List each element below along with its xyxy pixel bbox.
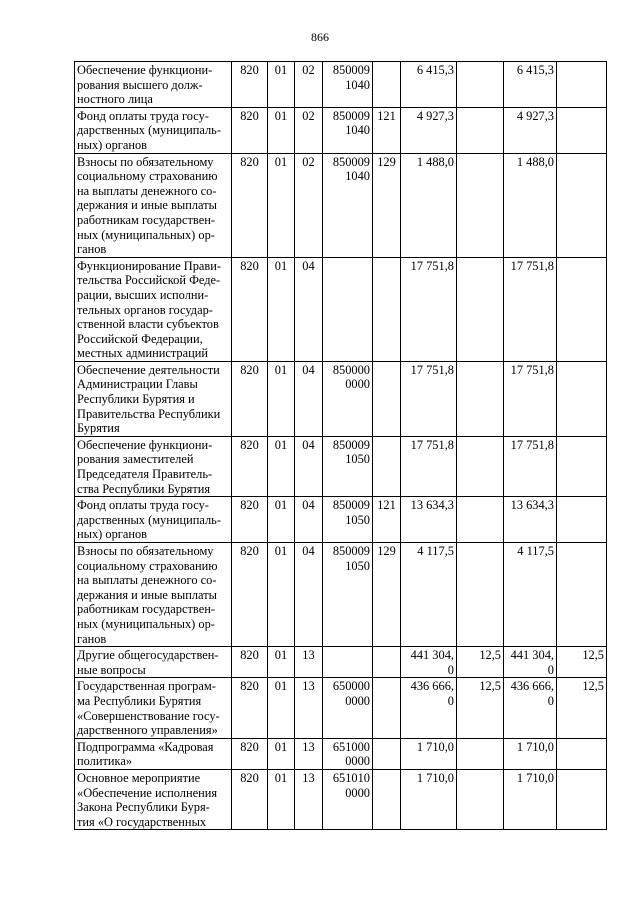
amount-total-2-cell: 17 751,8 (504, 436, 557, 496)
item-name-cell: Подпрограмма «Кадровая политика» (75, 738, 232, 769)
section-code-cell: 01 (268, 107, 295, 153)
expense-type-code-cell (373, 738, 401, 769)
amount-total-2-cell: 436 666, 0 (504, 678, 557, 738)
table-row (75, 257, 607, 361)
amount-federal-2-cell: 12,5 (557, 678, 607, 738)
ministry-code-cell: 820 (232, 769, 268, 829)
amount-total-cell: 17 751,8 (401, 436, 457, 496)
amount-total-2-cell: 17 751,8 (504, 361, 557, 436)
amount-federal-cell (457, 153, 504, 257)
table-row (75, 678, 607, 738)
item-name-cell: Взносы по обязательному социальному страхованию на выплаты денежного со- держания и иные выплаты работникам государствен- ных (муниципальных) ор- ганов (75, 543, 232, 647)
amount-total-cell: 1 710,0 (401, 738, 457, 769)
table-row (75, 647, 607, 678)
amount-total-2-cell: 1 710,0 (504, 769, 557, 829)
subsection-code-cell: 13 (295, 647, 323, 678)
expense-type-code-cell: 121 (373, 107, 401, 153)
ministry-code-cell: 820 (232, 647, 268, 678)
target-article-code-cell: 850009 1050 (323, 497, 373, 543)
item-name-cell: Государственная програм- ма Республики Бурятия «Совершенствование госу- дарственного управления» (75, 678, 232, 738)
amount-federal-2-cell (557, 436, 607, 496)
target-article-code-cell: 850009 1040 (323, 62, 373, 108)
amount-federal-cell (457, 107, 504, 153)
target-article-code-cell: 651010 0000 (323, 769, 373, 829)
table-row (75, 62, 607, 108)
amount-federal-2-cell (557, 257, 607, 361)
amount-total-2-cell: 1 488,0 (504, 153, 557, 257)
amount-federal-cell: 12,5 (457, 647, 504, 678)
section-code-cell: 01 (268, 769, 295, 829)
section-code-cell: 01 (268, 678, 295, 738)
subsection-code-cell: 04 (295, 543, 323, 647)
section-code-cell: 01 (268, 62, 295, 108)
target-article-code-cell: 650000 0000 (323, 678, 373, 738)
expense-type-code-cell: 121 (373, 497, 401, 543)
subsection-code-cell: 04 (295, 257, 323, 361)
amount-total-cell: 4 927,3 (401, 107, 457, 153)
amount-total-cell: 13 634,3 (401, 497, 457, 543)
target-article-code-cell: 850009 1040 (323, 107, 373, 153)
subsection-code-cell: 13 (295, 738, 323, 769)
subsection-code-cell: 04 (295, 497, 323, 543)
subsection-code-cell: 13 (295, 769, 323, 829)
section-code-cell: 01 (268, 436, 295, 496)
table-row (75, 153, 607, 257)
amount-total-cell: 1 710,0 (401, 769, 457, 829)
table-row (75, 769, 607, 829)
target-article-code-cell: 850000 0000 (323, 361, 373, 436)
amount-total-2-cell: 4 117,5 (504, 543, 557, 647)
section-code-cell: 01 (268, 543, 295, 647)
expense-type-code-cell (373, 769, 401, 829)
item-name-cell: Обеспечение деятельности Администрации Главы Республики Бурятия и Правительства Республики Бурятия (75, 361, 232, 436)
amount-federal-2-cell (557, 62, 607, 108)
item-name-cell: Обеспечение функциони- рования высшего долж- ностного лица (75, 62, 232, 108)
subsection-code-cell: 02 (295, 107, 323, 153)
target-article-code-cell (323, 647, 373, 678)
amount-total-2-cell: 17 751,8 (504, 257, 557, 361)
amount-total-2-cell: 1 710,0 (504, 738, 557, 769)
amount-total-2-cell: 13 634,3 (504, 497, 557, 543)
item-name-cell: Основное мероприятие «Обеспечение исполнения Закона Республики Буря- тия «О государственных (75, 769, 232, 829)
amount-federal-cell (457, 62, 504, 108)
expense-type-code-cell (373, 62, 401, 108)
amount-total-2-cell: 6 415,3 (504, 62, 557, 108)
subsection-code-cell: 13 (295, 678, 323, 738)
ministry-code-cell: 820 (232, 543, 268, 647)
subsection-code-cell: 04 (295, 361, 323, 436)
amount-total-cell: 17 751,8 (401, 361, 457, 436)
amount-total-cell: 436 666, 0 (401, 678, 457, 738)
table-row (75, 436, 607, 496)
expense-type-code-cell (373, 678, 401, 738)
amount-federal-2-cell (557, 543, 607, 647)
section-code-cell: 01 (268, 497, 295, 543)
expense-type-code-cell (373, 647, 401, 678)
ministry-code-cell: 820 (232, 738, 268, 769)
amount-total-cell: 1 488,0 (401, 153, 457, 257)
amount-federal-2-cell (557, 769, 607, 829)
ministry-code-cell: 820 (232, 678, 268, 738)
subsection-code-cell: 02 (295, 153, 323, 257)
amount-total-cell: 6 415,3 (401, 62, 457, 108)
target-article-code-cell: 850009 1050 (323, 543, 373, 647)
section-code-cell: 01 (268, 647, 295, 678)
amount-federal-2-cell: 12,5 (557, 647, 607, 678)
expense-type-code-cell: 129 (373, 543, 401, 647)
ministry-code-cell: 820 (232, 62, 268, 108)
amount-federal-cell (457, 436, 504, 496)
target-article-code-cell (323, 257, 373, 361)
amount-federal-2-cell (557, 153, 607, 257)
amount-total-cell: 4 117,5 (401, 543, 457, 647)
item-name-cell: Фонд оплаты труда госу- дарственных (муниципаль- ных) органов (75, 107, 232, 153)
target-article-code-cell: 850009 1040 (323, 153, 373, 257)
expense-type-code-cell: 129 (373, 153, 401, 257)
amount-federal-cell (457, 257, 504, 361)
amount-total-cell: 17 751,8 (401, 257, 457, 361)
ministry-code-cell: 820 (232, 153, 268, 257)
section-code-cell: 01 (268, 738, 295, 769)
subsection-code-cell: 02 (295, 62, 323, 108)
page-number: 866 (311, 30, 329, 44)
section-code-cell: 01 (268, 153, 295, 257)
subsection-code-cell: 04 (295, 436, 323, 496)
table-row (75, 361, 607, 436)
ministry-code-cell: 820 (232, 107, 268, 153)
section-code-cell: 01 (268, 361, 295, 436)
table-row (75, 543, 607, 647)
amount-federal-2-cell (557, 738, 607, 769)
table-body (75, 62, 607, 830)
item-name-cell: Взносы по обязательному социальному страхованию на выплаты денежного со- держания и иные выплаты работникам государствен- ных (муниципальных) ор- ганов (75, 153, 232, 257)
item-name-cell: Обеспечение функциони- рования заместителей Председателя Правитель- ства Республики Бурятия (75, 436, 232, 496)
ministry-code-cell: 820 (232, 257, 268, 361)
ministry-code-cell: 820 (232, 436, 268, 496)
amount-federal-cell (457, 769, 504, 829)
amount-federal-cell: 12,5 (457, 678, 504, 738)
amount-federal-2-cell (557, 107, 607, 153)
amount-federal-cell (457, 361, 504, 436)
amount-federal-cell (457, 738, 504, 769)
table-row (75, 738, 607, 769)
amount-total-2-cell: 441 304, 0 (504, 647, 557, 678)
target-article-code-cell: 850009 1050 (323, 436, 373, 496)
ministry-code-cell: 820 (232, 361, 268, 436)
table-row (75, 497, 607, 543)
amount-total-2-cell: 4 927,3 (504, 107, 557, 153)
amount-federal-2-cell (557, 361, 607, 436)
expense-type-code-cell (373, 361, 401, 436)
section-code-cell: 01 (268, 257, 295, 361)
amount-total-cell: 441 304, 0 (401, 647, 457, 678)
amount-federal-cell (457, 543, 504, 647)
amount-federal-2-cell (557, 497, 607, 543)
budget-table (74, 61, 607, 830)
table-row (75, 107, 607, 153)
amount-federal-cell (457, 497, 504, 543)
expense-type-code-cell (373, 257, 401, 361)
ministry-code-cell: 820 (232, 497, 268, 543)
expense-type-code-cell (373, 436, 401, 496)
item-name-cell: Фонд оплаты труда госу- дарственных (муниципаль- ных) органов (75, 497, 232, 543)
item-name-cell: Функционирование Прави- тельства Российской Феде- рации, высших исполни- тельных органов государ- ственной власти субъектов Российской Федерации, местных администраций (75, 257, 232, 361)
item-name-cell: Другие общегосударствен- ные вопросы (75, 647, 232, 678)
target-article-code-cell: 651000 0000 (323, 738, 373, 769)
